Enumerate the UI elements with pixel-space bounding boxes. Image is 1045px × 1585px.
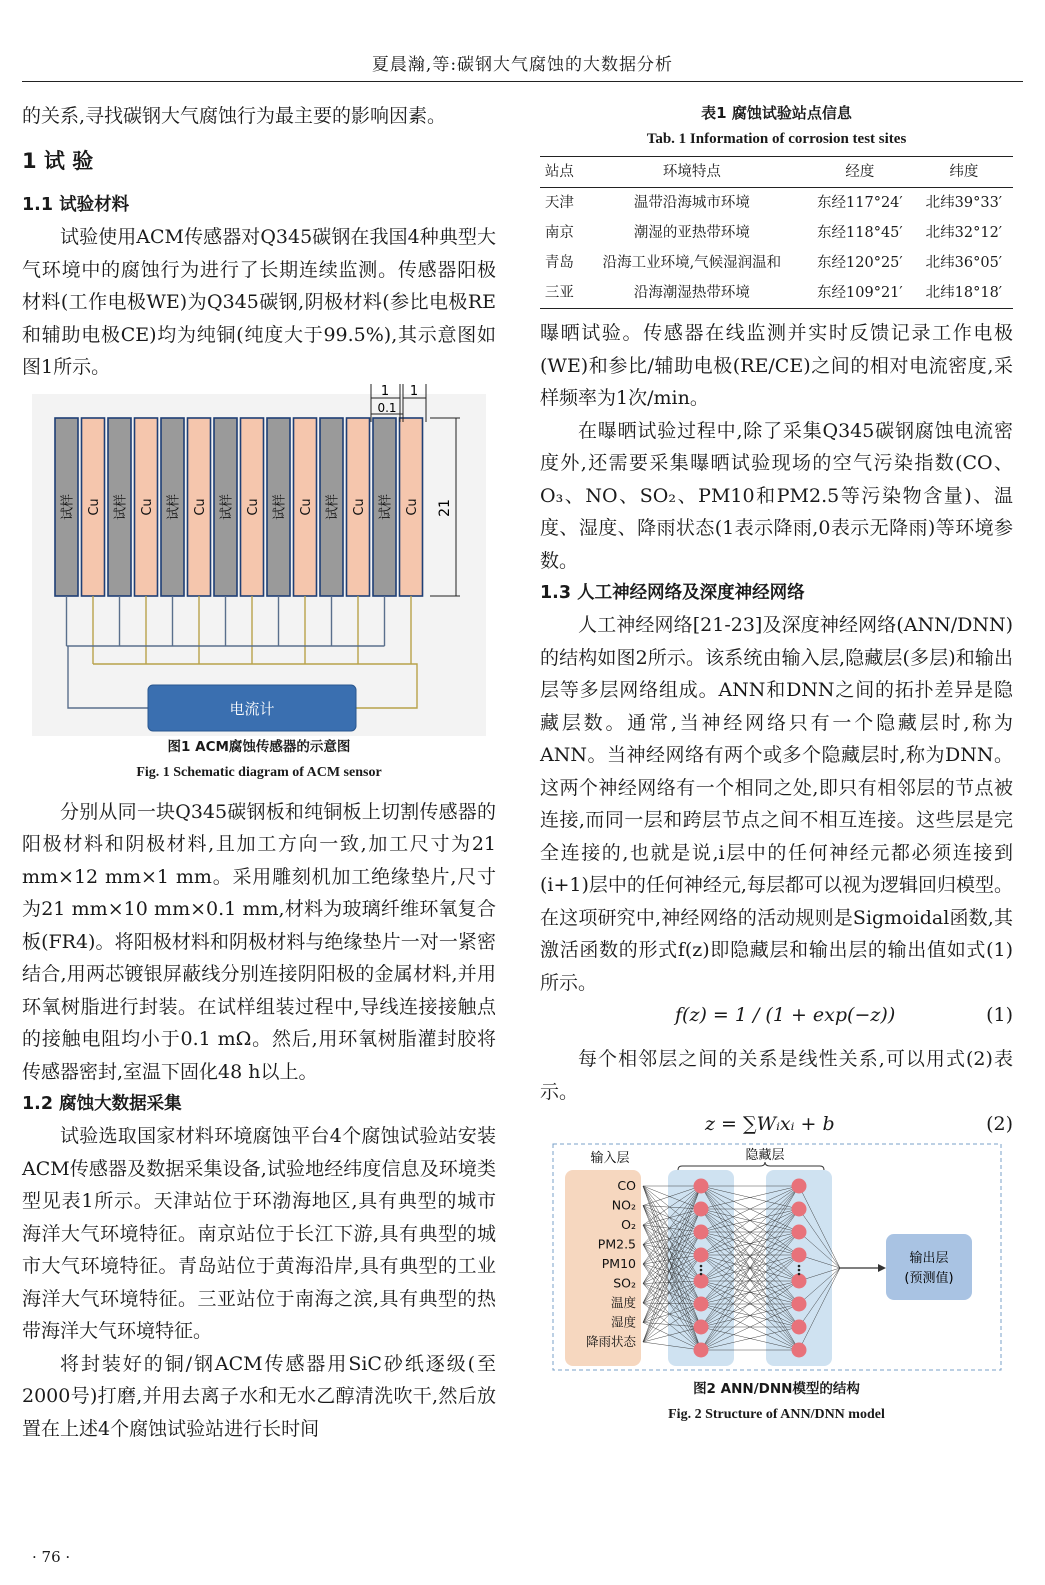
dim-width-steel: 1	[380, 383, 390, 399]
table-header-cell: 站点	[540, 157, 579, 188]
table-cell: 北纬18°18′	[915, 278, 1013, 309]
hidden-layer-label: 隐藏层	[745, 1148, 785, 1163]
table-cell: 沿海潮湿热带环境	[579, 278, 805, 309]
output-layer-label: 输出层	[909, 1251, 949, 1266]
table-cell: 东经120°25′	[817, 255, 903, 271]
strip-label: 试样	[60, 493, 76, 520]
table-cell: 青岛	[544, 255, 574, 271]
strip-label: Cu	[193, 497, 208, 516]
paragraph-6: 在曝晒试验过程中,除了采集Q345碳钢腐蚀电流密度外,还需要采集曝晒试验现场的空气污染指数(CO、O₃、NO、SO₂、PM10和PM2.5等污染物含量)、温度、湿度、降雨状态(1表示降雨,0表示无降雨)等环境参数。	[540, 419, 1013, 572]
equation-2	[540, 1108, 1013, 1142]
input-feature-label: PM2.5	[597, 1236, 636, 1252]
input-feature-label: 温度	[610, 1295, 636, 1310]
input-feature-label: NO₂	[611, 1197, 636, 1213]
ann-dnn-structure-diagram	[540, 1142, 1013, 1374]
paragraph-3: 试验选取国家材料环境腐蚀平台4个腐蚀试验站安装ACM传感器及数据采集设备,试验地经纬度信息及环境类型见表1所示。天津站位于环渤海地区,具有典型的城市海洋大气环境特征。南京站位于长江下游,具有典型的城市大气环境特征。青岛站位于黄海沿岸,具有典型的工业海洋大气环境特征。三亚站位于南海之滨,具有典型的热带海洋大气环境特征。	[22, 1125, 496, 1342]
table-header-cell: 纬度	[915, 157, 1013, 188]
ellipsis-dot	[700, 1269, 703, 1272]
ellipsis-dot	[700, 1273, 703, 1276]
strip-label: Cu	[299, 497, 314, 516]
output-layer-box	[886, 1234, 972, 1300]
input-feature-label: O₂	[621, 1217, 636, 1232]
dim-width-copper: 1	[409, 383, 419, 399]
strip-label: 试样	[325, 493, 341, 520]
table-cell: 沿海工业环境,气候湿润温和	[602, 255, 782, 271]
table-1	[540, 156, 1013, 309]
input-layer-label: 输入层	[590, 1151, 630, 1166]
hidden-layer-2-neuron	[792, 1202, 807, 1217]
strip-label: Cu	[87, 497, 102, 516]
hidden-layer-2-box	[766, 1170, 832, 1366]
equation-1	[540, 999, 1013, 1043]
figure-1-caption-cn: 图1 ACM腐蚀传感器的示意图	[167, 738, 351, 755]
hidden-layer-2-neuron	[792, 1274, 807, 1289]
paragraph-0: 的关系,寻找碳钢大气腐蚀行为最主要的影响因素。	[22, 105, 447, 127]
paragraph-4: 将封装好的铜/钢ACM传感器用SiC砂纸逐级(至2000号)打磨,并用去离子水和无水乙醇清洗吹干,然后放置在上述4个腐蚀试验站进行长时间	[22, 1352, 496, 1440]
paragraph-7: 人工神经网络[21-23]及深度神经网络(ANN/DNN)的结构如图2所示。该系统由输入层,隐藏层(多层)和输出层等多层网络组成。ANN和DNN之间的拓扑差异是隐藏层数。通常,当神经网络只有一个隐藏层时,称为ANN。当神经网络有两个或多个隐藏层时,称为DNN。这两个神经网络有一个相同之处,即只有相邻层的节点被连接,而同一层和跨层节点之间不相互连接。这些层是完全连接的,也就是说,i层中的任何神经元都必须连接到(i+1)层中的任何神经元,每层都可以视为逻辑回归模型。在这项研究中,神经网络的活动规则是Sigmoidal函数,其激活函数的形式f(z)即隐藏层和输出层的输出值如式(1)所示。	[540, 614, 1013, 994]
table-cell: 南京	[544, 225, 574, 241]
strip-label: 试样	[113, 493, 129, 520]
equation-1-body: f(z) = 1 / (1 + exp(−z))	[675, 1004, 896, 1026]
paragraph-8: 每个相邻层之间的关系是线性关系,可以用式(2)表示。	[540, 1048, 1013, 1103]
hidden-layer-1-neuron	[694, 1225, 709, 1240]
section-heading-1-3: 1.3 人工神经网络及深度神经网络	[540, 583, 805, 603]
hidden-layer-2-neuron	[792, 1297, 807, 1312]
strip-label: Cu	[140, 497, 155, 516]
paragraph-5: 曝晒试验。传感器在线监测并实时反馈记录工作电极(WE)和参比/辅助电极(RE/CE)之间的相对电流密度,采样频率为1次/min。	[540, 322, 1013, 409]
table-cell: 东经118°45′	[817, 225, 903, 241]
table-row	[540, 188, 1013, 219]
input-feature-label: PM10	[601, 1256, 636, 1271]
table-cell: 三亚	[540, 278, 579, 309]
page-number: · 76 ·	[32, 1548, 71, 1566]
hidden-layer-1-neuron	[694, 1343, 709, 1358]
dim-height: 21	[437, 498, 453, 517]
figure-1-caption-en: Fig. 1 Schematic diagram of ACM sensor	[136, 764, 382, 780]
hidden-layer-1-neuron	[694, 1248, 709, 1263]
table-cell: 潮湿的亚热带环境	[633, 225, 750, 241]
ellipsis-dot	[700, 1265, 703, 1268]
table-cell: 东经117°24′	[817, 195, 903, 211]
ellipsis-dot	[798, 1273, 801, 1276]
hidden-layer-1-neuron	[694, 1202, 709, 1217]
hidden-layer-brace	[678, 1162, 824, 1170]
hidden-layer-1-neuron	[694, 1179, 709, 1194]
table-cell: 北纬39°33′	[925, 195, 1003, 211]
hidden-layer-2-neuron	[792, 1225, 807, 1240]
table-cell: 天津	[544, 195, 574, 211]
paragraph-1: 试验使用ACM传感器对Q345碳钢在我国4种典型大气环境中的腐蚀行为进行了长期连续监测。传感器阳极材料(工作电极WE)为Q345碳钢,阴极材料(参比电极RE和辅助电极CE)均为纯铜(纯度大于99.5%),其示意图如图1所示。	[22, 226, 496, 378]
figure-2	[540, 1142, 1013, 1432]
table-1-caption-en: Tab. 1 Information of corrosion test sites	[646, 131, 907, 147]
table-row	[540, 218, 1013, 248]
table-cell: 北纬36°05′	[925, 255, 1003, 271]
figure-2-caption-en: Fig. 2 Structure of ANN/DNN model	[668, 1407, 885, 1422]
figure-2-caption-cn: 图2 ANN/DNN模型的结构	[693, 1381, 860, 1397]
acm-sensor-diagram	[22, 384, 496, 744]
hidden-layer-2-neuron	[792, 1248, 807, 1263]
equation-2-number: (2)	[986, 1113, 1013, 1135]
table-cell: 东经109°21′	[805, 278, 915, 309]
dim-gap: 0.1	[377, 400, 397, 415]
paragraph-2: 分别从同一块Q345碳钢板和纯铜板上切割传感器的阳极材料和阴极材料,且加工方向一致,加工尺寸为21 mm×12 mm×1 mm。采用雕刻机加工绝缘垫片,尺寸为21 mm×10 mm×0.1 mm,材料为玻璃纤维环氧复合板(FR4)。将阳极材料和阴极材料与绝缘垫片一对一紧密结合,用两芯镀银屏蔽线分别连接阴阳极的金属材料,并用环氧树脂进行封装。在试样组装过程中,导线连接接触点的接触电阻均小于0.1 mΩ。然后,用环氧树脂灌封胶将传感器密封,室温下固化48 h以上。	[22, 800, 496, 1083]
hidden-layer-2-neuron	[792, 1179, 807, 1194]
ammeter-label: 电流计	[229, 699, 275, 718]
running-header: 夏晨瀚,等:碳钢大气腐蚀的大数据分析	[371, 55, 674, 75]
ellipsis-dot	[798, 1269, 801, 1272]
hidden-layer-1-neuron	[694, 1297, 709, 1312]
hidden-layer-2-neuron	[792, 1320, 807, 1335]
output-layer-sublabel: (预测值)	[904, 1271, 954, 1286]
input-feature-label: 降雨状态	[585, 1334, 636, 1349]
table-cell: 温带沿海城市环境	[633, 195, 750, 211]
input-feature-label: SO₂	[613, 1275, 636, 1291]
strip-label: 试样	[378, 493, 394, 520]
strip-label: 试样	[272, 493, 288, 520]
hidden-layer-1-neuron	[694, 1274, 709, 1289]
input-feature-label: 湿度	[610, 1314, 636, 1330]
left-column	[22, 100, 496, 1445]
input-feature-label: CO	[617, 1178, 636, 1193]
ellipsis-dot	[798, 1265, 801, 1268]
strip-label: 试样	[166, 493, 182, 520]
output-arrow-head	[878, 1264, 886, 1272]
figure-1	[22, 384, 496, 796]
section-heading-1-2: 1.2 腐蚀大数据采集	[22, 1094, 182, 1114]
table-1-caption-cn: 表1 腐蚀试验站点信息	[701, 104, 852, 122]
strip-label: Cu	[352, 497, 367, 516]
hidden-layer-2-neuron	[792, 1343, 807, 1358]
strip-label: Cu	[405, 497, 420, 516]
header-rule	[22, 81, 1023, 82]
hidden-layer-1-neuron	[694, 1320, 709, 1335]
right-column	[540, 100, 1013, 1432]
table-cell: 北纬32°12′	[925, 225, 1003, 241]
section-heading-1-1: 1.1 试验材料	[22, 195, 130, 215]
section-heading-1: 1 试 验	[22, 148, 94, 173]
table-row	[540, 278, 1013, 309]
table-header-cell: 环境特点	[579, 157, 805, 188]
equation-2-body: z = ∑Wᵢxᵢ + b	[705, 1113, 835, 1135]
table-row	[540, 248, 1013, 278]
table-header-cell: 经度	[805, 157, 915, 188]
strip-label: 试样	[219, 493, 235, 520]
table-header-row	[540, 157, 1013, 188]
equation-1-number: (1)	[986, 1004, 1013, 1026]
strip-label: Cu	[246, 497, 261, 516]
